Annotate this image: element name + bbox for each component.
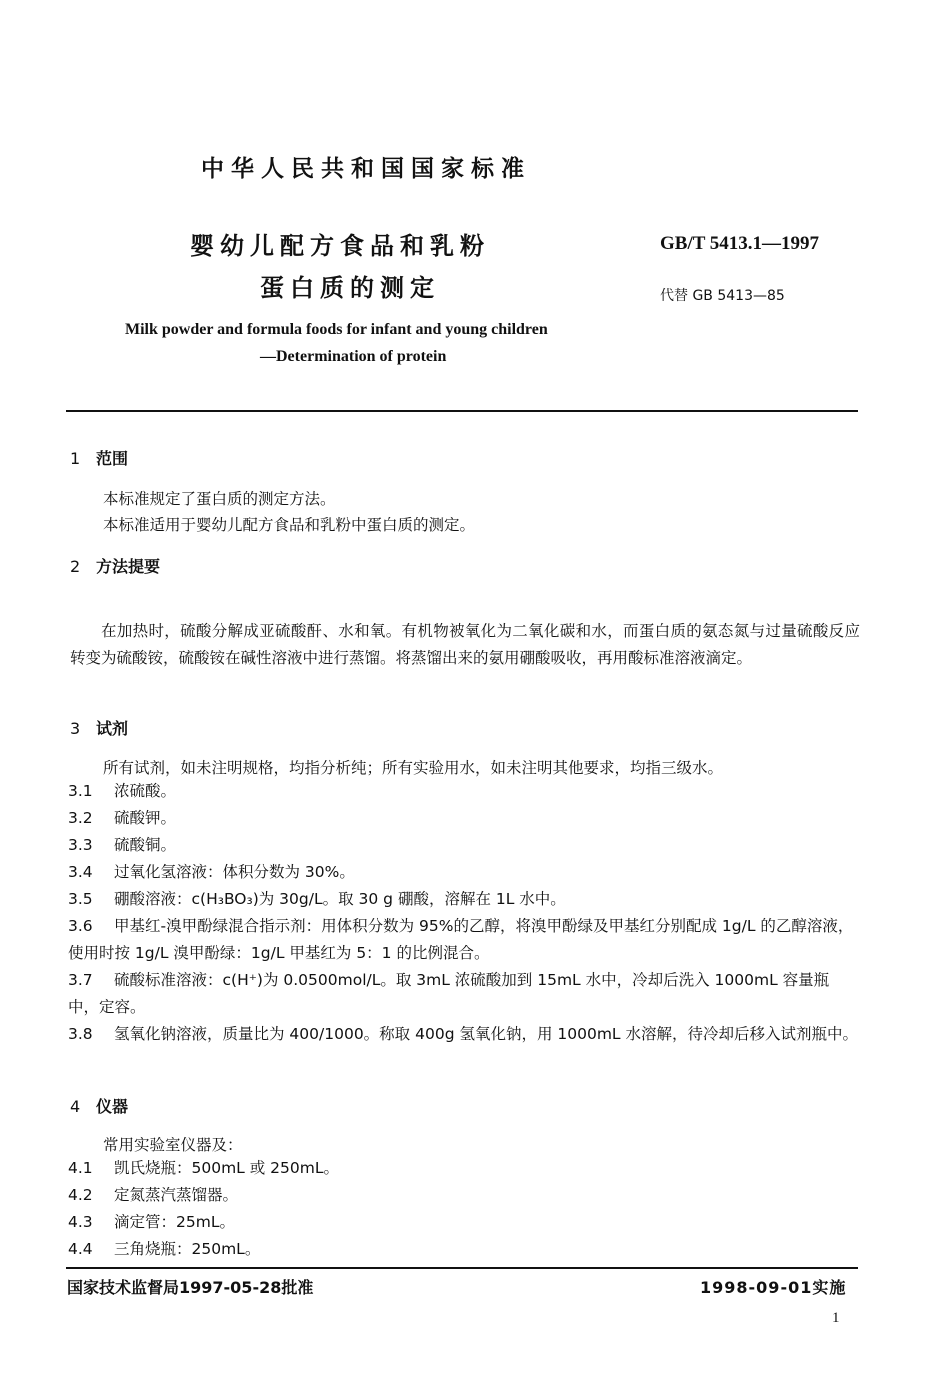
section-number: 3 [70,719,81,738]
section-1-paragraph: 本标准规定了蛋白质的测定方法。 [103,490,336,508]
item-text: 硫酸铜。 [114,836,177,854]
section-2-paragraph: 在加热时，硫酸分解成亚硫酸酐、水和氧。有机物被氧化为二氧化碳和水，而蛋白质的氨态氮与过量硫酸反应转变为硫酸铵，硫酸铵在碱性溶液中进行蒸馏。将蒸馏出来的氨用硼酸吸收，再用酸标准溶液滴定。 [70,622,860,667]
list-item [68,832,860,859]
item-number: 4.4 [68,1240,93,1258]
section-number: 1 [70,449,81,468]
section-title: 试剂 [96,719,129,738]
item-text: 过氧化氢溶液：体积分数为 30%。 [114,863,355,881]
item-text: 定氮蒸汽蒸馏器。 [114,1186,239,1204]
list-item [68,778,860,805]
item-text: 滴定管：25mL。 [114,1213,235,1231]
english-title-line-1: Milk powder and formula foods for infant and young children [125,321,548,338]
implementation-date: 1998-09-01实施 [700,1278,847,1297]
list-item [68,967,860,1021]
list-item [68,886,860,913]
item-number: 3.1 [68,782,93,800]
section-number: 4 [70,1097,81,1116]
item-number: 4.2 [68,1186,93,1204]
list-item [68,859,860,886]
title-line-1: 婴幼儿配方食品和乳粉 [190,232,490,260]
item-number: 3.8 [68,1025,93,1043]
item-text: 硫酸钾。 [114,809,177,827]
item-text: 硫酸标准溶液：c(H⁺)为 0.0500mol/L。取 3mL 浓硫酸加到 15mL 水中，冷却后洗入 1000mL 容量瓶中，定容。 [68,971,830,1016]
list-item [68,1182,860,1209]
title-line-2: 蛋白质的测定 [260,274,440,302]
item-number: 3.7 [68,971,93,989]
section-2-heading [70,554,160,577]
section-4-intro: 常用实验室仪器及： [103,1136,243,1154]
section-title: 范围 [96,449,129,468]
section-title: 方法提要 [96,557,161,576]
page-number: 1 [832,1310,840,1326]
approval-date: 国家技术监督局1997-05-28批准 [67,1278,314,1297]
section-3-heading [70,716,128,739]
section-number: 2 [70,557,81,576]
section-4-heading [70,1094,128,1117]
bottom-divider [66,1267,858,1269]
section-1-paragraph: 本标准适用于婴幼儿配方食品和乳粉中蛋白质的测定。 [103,516,476,534]
item-number: 3.2 [68,809,93,827]
item-number: 3.3 [68,836,93,854]
list-item [68,805,860,832]
item-number: 3.4 [68,863,93,881]
list-item [68,1155,860,1182]
item-number: 4.1 [68,1159,93,1177]
standard-number: GB/T 5413.1—1997 [660,233,820,254]
item-text: 甲基红-溴甲酚绿混合指示剂：用体积分数为 95%的乙醇，将溴甲酚绿及甲基红分别配成 1g/L 的乙醇溶液，使用时按 1g/L 溴甲酚绿：1g/L 甲基红为 5：1 的比例混合。 [68,917,854,962]
section-3-intro: 所有试剂，如未注明规格，均指分析纯；所有实验用水，如未注明其他要求，均指三级水。 [103,759,724,777]
replaces-standard: 代替 GB 5413—85 [660,288,785,304]
list-item [68,1021,860,1048]
item-number: 3.5 [68,890,93,908]
item-text: 凯氏烧瓶：500mL 或 250mL。 [114,1159,339,1177]
item-text: 硼酸溶液：c(H₃BO₃)为 30g/L。取 30 g 硼酸，溶解在 1L 水中。 [114,890,566,908]
item-number: 3.6 [68,917,93,935]
item-text: 三角烧瓶：250mL。 [114,1240,261,1258]
item-number: 4.3 [68,1213,93,1231]
item-text: 浓硫酸。 [114,782,177,800]
national-standard-heading: 中华人民共和国国家标准 [201,156,531,182]
section-title: 仪器 [96,1097,129,1116]
item-text: 氢氧化钠溶液，质量比为 400/1000。称取 400g 氢氧化钠，用 1000mL 水溶解，待冷却后移入试剂瓶中。 [114,1025,858,1043]
section-1-heading [70,446,128,469]
list-item [68,913,860,967]
list-item [68,1209,860,1236]
list-item [68,1236,860,1263]
top-divider [66,410,858,412]
english-title-line-2: —Determination of protein [260,348,447,365]
